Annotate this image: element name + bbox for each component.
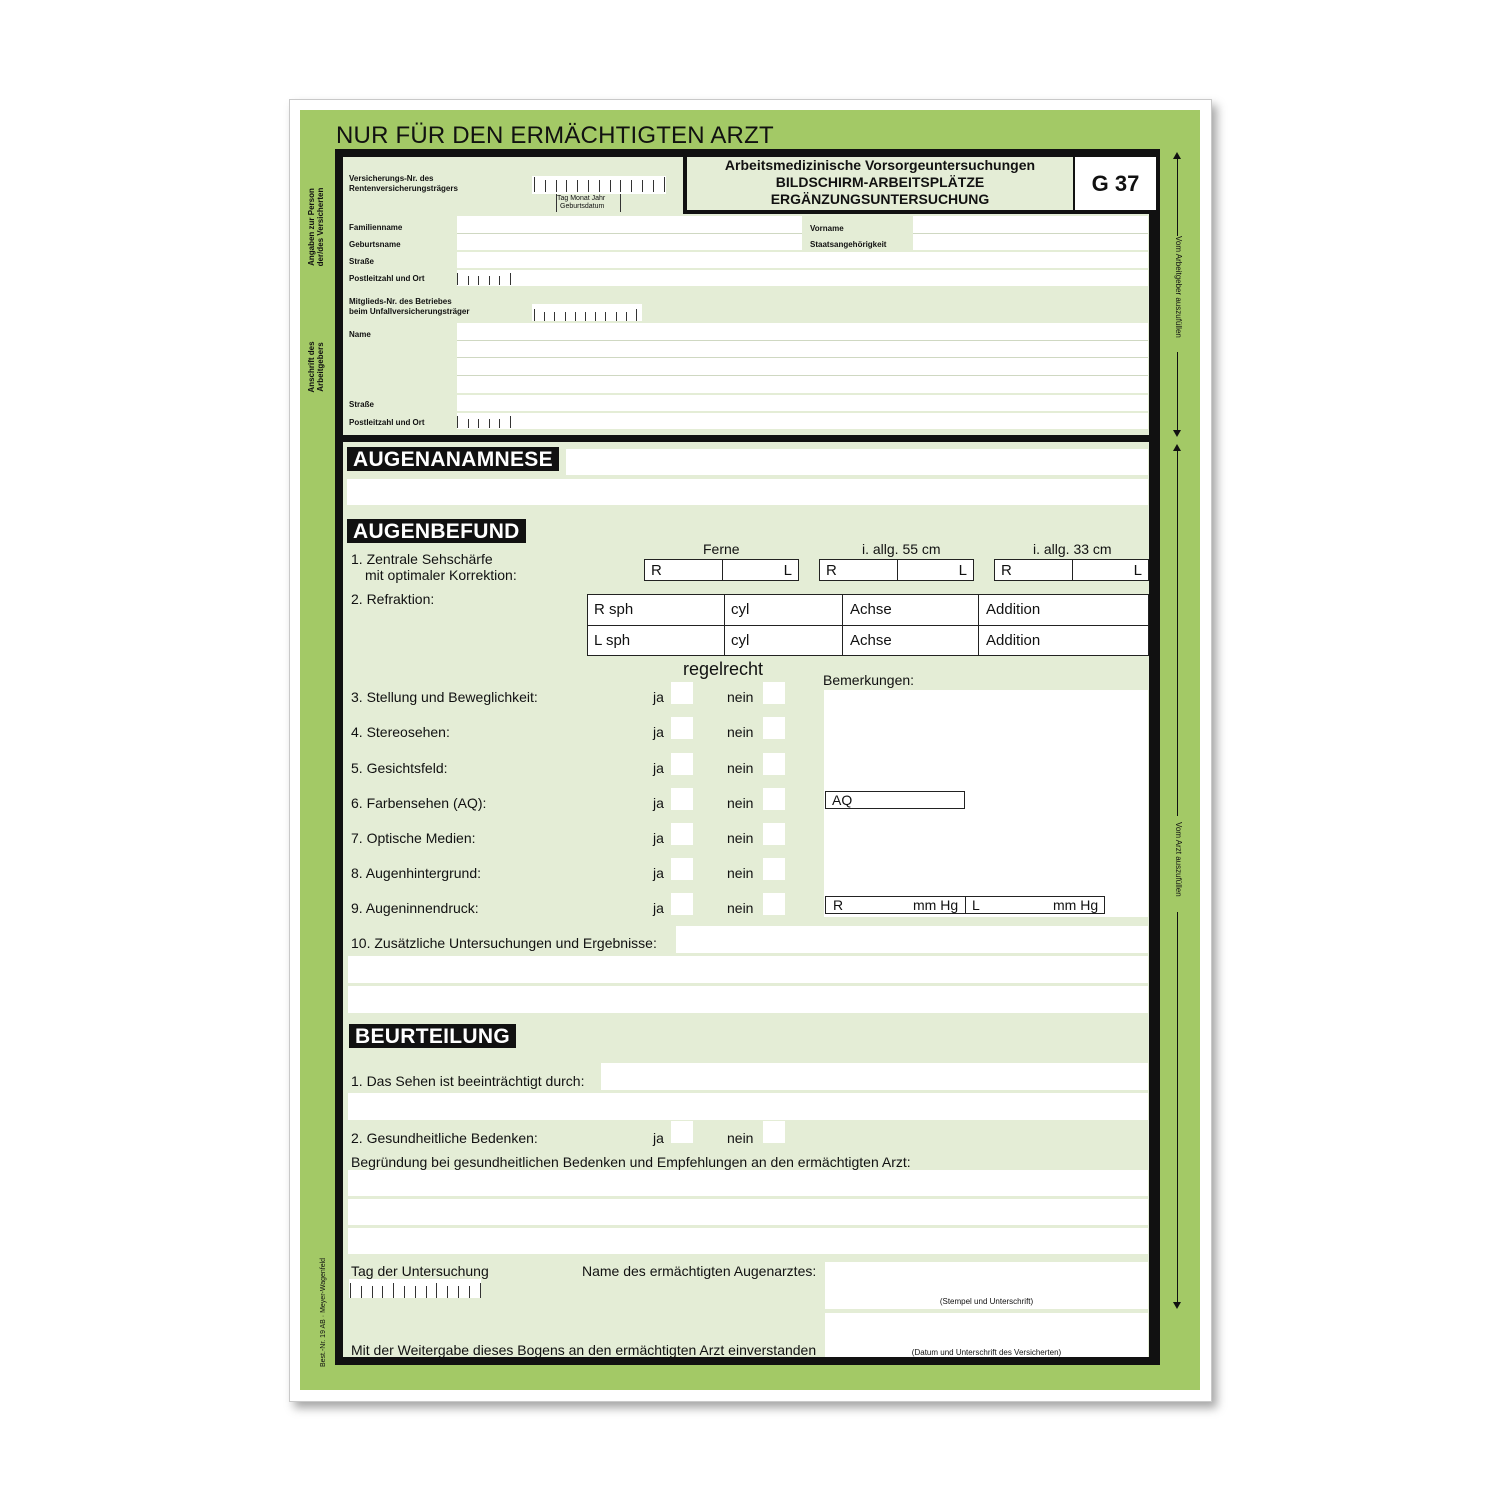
finding-yes-checkbox[interactable]	[671, 753, 693, 775]
family-name-label: Familienname	[349, 223, 403, 232]
finding-yes-label: ja	[653, 724, 664, 740]
table-col-divider	[842, 595, 843, 655]
digit-tick	[489, 419, 490, 428]
refraction-cell: R sph	[594, 601, 634, 618]
digit-tick	[458, 1286, 459, 1298]
refraction-cell: L sph	[594, 632, 631, 649]
refraction-label: 2. Refraktion:	[351, 591, 435, 607]
finding-yes-checkbox[interactable]	[671, 858, 693, 880]
side-label-person: Angaben zur Person der/des Versicherten	[307, 187, 325, 267]
refraction-cell: Achse	[850, 632, 892, 649]
digit-tick	[426, 1286, 427, 1298]
reason-field-3[interactable]	[348, 1228, 1148, 1254]
digit-tick	[565, 312, 566, 321]
health-concerns-yes-checkbox[interactable]	[671, 1121, 693, 1143]
doctor-name-label: Name des ermächtigten Augenarztes:	[582, 1263, 817, 1279]
side-label-by-doctor: Vom Arzt auszufüllen	[1174, 822, 1183, 897]
finding-no-label: nein	[727, 760, 754, 776]
vision-impaired-field[interactable]	[601, 1063, 1148, 1090]
digit-tick	[404, 1286, 405, 1298]
finding-yes-checkbox[interactable]	[671, 682, 693, 704]
additional-exams-field-3[interactable]	[348, 986, 1148, 1013]
refraction-cell: cyl	[731, 601, 750, 618]
finding-no-checkbox[interactable]	[763, 788, 785, 810]
pressure-unit: mm Hg	[1053, 897, 1099, 913]
digit-tick	[415, 1286, 416, 1298]
column-33cm: i. allg. 33 cm	[1033, 541, 1112, 557]
section-heading-befund: AUGENBEFUND	[347, 519, 526, 543]
vision-impaired-label: 1. Das Sehen ist beeinträchtigt durch:	[351, 1073, 585, 1089]
digit-tick	[599, 180, 600, 192]
finding-no-label: nein	[727, 689, 754, 705]
field-line	[457, 357, 1148, 358]
arrow-line	[1177, 352, 1178, 432]
birth-date-caption	[557, 195, 605, 211]
table-col-divider	[724, 595, 725, 655]
aq-box[interactable]	[825, 791, 965, 809]
member-number-label-1: Mitglieds-Nr. des Betriebes	[349, 297, 452, 306]
digit-tick	[382, 1286, 383, 1298]
arrow-up-icon	[1173, 152, 1181, 159]
column-55cm: i. allg. 55 cm	[862, 541, 941, 557]
arrow-down-icon	[1173, 1302, 1181, 1309]
exam-day-label: Tag der Untersuchung	[351, 1263, 489, 1279]
arrow-line	[1177, 912, 1178, 1304]
section-heading-beurteilung: BEURTEILUNG	[349, 1024, 516, 1048]
finding-no-label: nein	[727, 795, 754, 811]
additional-exams-field[interactable]	[676, 926, 1148, 953]
health-concerns-label: 2. Gesundheitliche Bedenken:	[351, 1130, 538, 1146]
acuity-left-label: L	[1133, 562, 1142, 579]
digit-tick	[457, 416, 458, 428]
finding-no-checkbox[interactable]	[763, 717, 785, 739]
digit-tick	[350, 1283, 351, 1298]
digit-tick	[478, 419, 479, 428]
finding-no-checkbox[interactable]	[763, 858, 785, 880]
acuity-right-label: R	[1001, 562, 1012, 579]
digit-tick	[393, 1283, 394, 1298]
table-col-divider	[978, 595, 979, 655]
employer-name-field[interactable]	[457, 323, 1148, 393]
field-line	[457, 233, 802, 234]
acuity-far-box[interactable]	[644, 559, 799, 581]
digit-tick	[664, 177, 665, 192]
finding-no-label: nein	[727, 724, 754, 740]
birth-date-caption-2: Geburtsdatum	[560, 203, 605, 210]
postcode-city-field[interactable]	[457, 270, 1148, 286]
birth-date-caption-1: Tag Monat Jahr	[557, 195, 606, 202]
insurance-number-label: Versicherungs-Nr. des Rentenversicherungsträgers	[349, 174, 458, 193]
digit-tick	[545, 180, 546, 192]
title-line-1: Arbeitsmedizinische Vorsorgeuntersuchungen	[724, 157, 1036, 173]
box-divider	[965, 897, 966, 913]
digit-tick	[480, 1283, 481, 1298]
side-label-employer: Anschrift des Arbeitgebers	[307, 341, 325, 393]
digit-tick	[544, 312, 545, 321]
anamnese-field[interactable]	[566, 449, 1148, 475]
acuity-33cm-box[interactable]	[994, 559, 1149, 581]
acuity-55cm-box[interactable]	[819, 559, 974, 581]
digit-tick	[489, 276, 490, 285]
first-name-label: Vorname	[810, 224, 844, 233]
birth-date-divider	[620, 194, 621, 212]
field-line	[457, 340, 1148, 341]
form-code: G 37	[1075, 157, 1156, 210]
birth-date-divider	[556, 194, 557, 212]
finding-yes-label: ja	[653, 689, 664, 705]
finding-yes-label: ja	[653, 865, 664, 881]
digit-tick	[636, 309, 637, 321]
finding-yes-checkbox[interactable]	[671, 788, 693, 810]
digit-tick	[510, 273, 511, 285]
finding-yes-label: ja	[653, 760, 664, 776]
regular-heading: regelrecht	[683, 659, 764, 679]
acuity-left-label: L	[958, 562, 967, 579]
aq-label: AQ	[832, 792, 853, 808]
digit-tick	[616, 312, 617, 321]
digit-tick	[610, 180, 611, 192]
acuity-right-label: R	[651, 562, 662, 579]
finding-label: 9. Augeninnendruck:	[351, 900, 479, 916]
street-field[interactable]	[457, 252, 1148, 268]
digit-tick	[469, 1286, 470, 1298]
digit-tick	[653, 180, 654, 192]
refraction-cell: Achse	[850, 601, 892, 618]
visual-acuity-label-2: mit optimaler Korrektion:	[365, 567, 517, 583]
reason-label: Begründung bei gesundheitlichen Bedenken und Empfehlungen an den ermächtigten Arzt:	[351, 1154, 911, 1170]
section-heading-anamnese: AUGENANAMNESE	[347, 447, 559, 471]
visual-acuity-label-1: 1. Zentrale Sehschärfe	[351, 551, 493, 567]
finding-no-checkbox[interactable]	[763, 823, 785, 845]
health-concerns-no-label: nein	[727, 1130, 754, 1146]
refraction-cell: Addition	[986, 632, 1041, 649]
digit-tick	[361, 1286, 362, 1298]
refraction-cell: Addition	[986, 601, 1041, 618]
digit-tick	[499, 276, 500, 285]
digit-tick	[554, 312, 555, 321]
digit-tick	[556, 180, 557, 192]
digit-tick	[468, 276, 469, 285]
signature-caption: (Datum und Unterschrift des Versicherten)	[911, 1348, 1062, 1357]
digit-tick	[642, 180, 643, 192]
reason-field-1[interactable]	[348, 1170, 1148, 1196]
nationality-label: Staatsangehörigkeit	[810, 240, 887, 249]
box-divider	[1072, 560, 1073, 580]
finding-label: 7. Optische Medien:	[351, 830, 476, 846]
finding-yes-label: ja	[653, 900, 664, 916]
remarks-label: Bemerkungen:	[823, 672, 915, 688]
order-number: Best.-Nr. 19 AB · Meyer-Wagenfeld	[320, 1257, 327, 1367]
title-line-3: ERGÄNZUNGSUNTERSUCHUNG	[770, 191, 990, 207]
finding-label: 6. Farbensehen (AQ):	[351, 795, 487, 811]
title-line-2: BILDSCHIRM-ARBEITSPLÄTZE	[775, 174, 985, 190]
digit-tick	[436, 1283, 437, 1298]
stamp-caption: (Stempel und Unterschrift)	[939, 1297, 1034, 1306]
digit-tick	[534, 309, 535, 321]
birth-name-label: Geburtsname	[349, 240, 401, 249]
finding-yes-checkbox[interactable]	[671, 893, 693, 915]
digit-tick	[577, 180, 578, 192]
form-top-title: NUR FÜR DEN ERMÄCHTIGTEN ARZT	[336, 122, 774, 149]
member-number-label	[349, 297, 469, 317]
employer-street-label: Straße	[349, 400, 374, 409]
box-divider	[722, 560, 723, 580]
employer-postcode-city-label: Postleitzahl und Ort	[349, 418, 425, 427]
finding-no-checkbox[interactable]	[763, 682, 785, 704]
digit-tick	[575, 312, 576, 321]
acuity-left-label: L	[783, 562, 792, 579]
member-number-label-2: beim Unfallversicherungsträger	[349, 307, 470, 316]
health-concerns-yes-label: ja	[653, 1130, 664, 1146]
vision-impaired-field-2[interactable]	[348, 1093, 1148, 1120]
digit-tick	[499, 419, 500, 428]
additional-exams-field-2[interactable]	[348, 956, 1148, 983]
finding-label: 8. Augenhintergrund:	[351, 865, 481, 881]
additional-exams-label: 10. Zusätzliche Untersuchungen und Ergebnisse:	[351, 935, 657, 951]
title-block-text	[687, 157, 1073, 208]
digit-tick	[468, 419, 469, 428]
consent-label: Mit der Weitergabe dieses Bogens an den ermächtigten Arzt einverstanden	[351, 1342, 817, 1358]
refraction-cell: cyl	[731, 632, 750, 649]
finding-yes-checkbox[interactable]	[671, 717, 693, 739]
employer-street-field[interactable]	[457, 395, 1148, 411]
digit-tick	[447, 1286, 448, 1298]
digit-tick	[605, 312, 606, 321]
box-divider	[897, 560, 898, 580]
finding-label: 4. Stereosehen:	[351, 724, 450, 740]
finding-label: 3. Stellung und Beweglichkeit:	[351, 689, 538, 705]
digit-tick	[595, 312, 596, 321]
arrow-up-icon	[1173, 444, 1181, 451]
employer-postcode-city-field[interactable]	[457, 413, 1148, 429]
pressure-unit: mm Hg	[913, 897, 959, 913]
digit-tick	[620, 180, 621, 192]
finding-yes-label: ja	[653, 795, 664, 811]
digit-tick	[626, 312, 627, 321]
column-far: Ferne	[703, 541, 740, 557]
finding-no-label: nein	[727, 830, 754, 846]
pressure-left-label: L	[972, 897, 980, 913]
table-row-divider	[588, 625, 1148, 626]
anamnese-field-2[interactable]	[347, 479, 1148, 505]
digit-tick	[372, 1286, 373, 1298]
digit-tick	[585, 312, 586, 321]
finding-no-checkbox[interactable]	[763, 753, 785, 775]
refraction-table[interactable]	[587, 594, 1149, 656]
digit-tick	[566, 180, 567, 192]
street-label: Straße	[349, 257, 374, 266]
pressure-right-label: R	[833, 897, 844, 913]
digit-tick	[631, 180, 632, 192]
digit-tick	[588, 180, 589, 192]
reason-field-2[interactable]	[348, 1199, 1148, 1225]
field-line	[913, 233, 1148, 234]
digit-tick	[510, 416, 511, 428]
finding-yes-checkbox[interactable]	[671, 823, 693, 845]
health-concerns-no-checkbox[interactable]	[763, 1121, 785, 1143]
pressure-box[interactable]	[825, 896, 1105, 914]
side-label-by-employer: Vom Arbeitgeber auszufüllen	[1174, 236, 1183, 338]
visual-acuity-label	[351, 551, 517, 583]
finding-yes-label: ja	[653, 830, 664, 846]
arrow-line	[1177, 450, 1178, 816]
finding-no-label: nein	[727, 900, 754, 916]
digit-tick	[534, 177, 535, 192]
acuity-right-label: R	[826, 562, 837, 579]
finding-no-label: nein	[727, 865, 754, 881]
digit-tick	[478, 276, 479, 285]
arrow-down-icon	[1173, 430, 1181, 437]
finding-no-checkbox[interactable]	[763, 893, 785, 915]
postcode-city-label: Postleitzahl und Ort	[349, 274, 425, 283]
arrow-line	[1177, 158, 1178, 236]
digit-tick	[457, 273, 458, 285]
finding-label: 5. Gesichtsfeld:	[351, 760, 448, 776]
field-line	[457, 375, 1148, 376]
employer-name-label: Name	[349, 330, 371, 339]
